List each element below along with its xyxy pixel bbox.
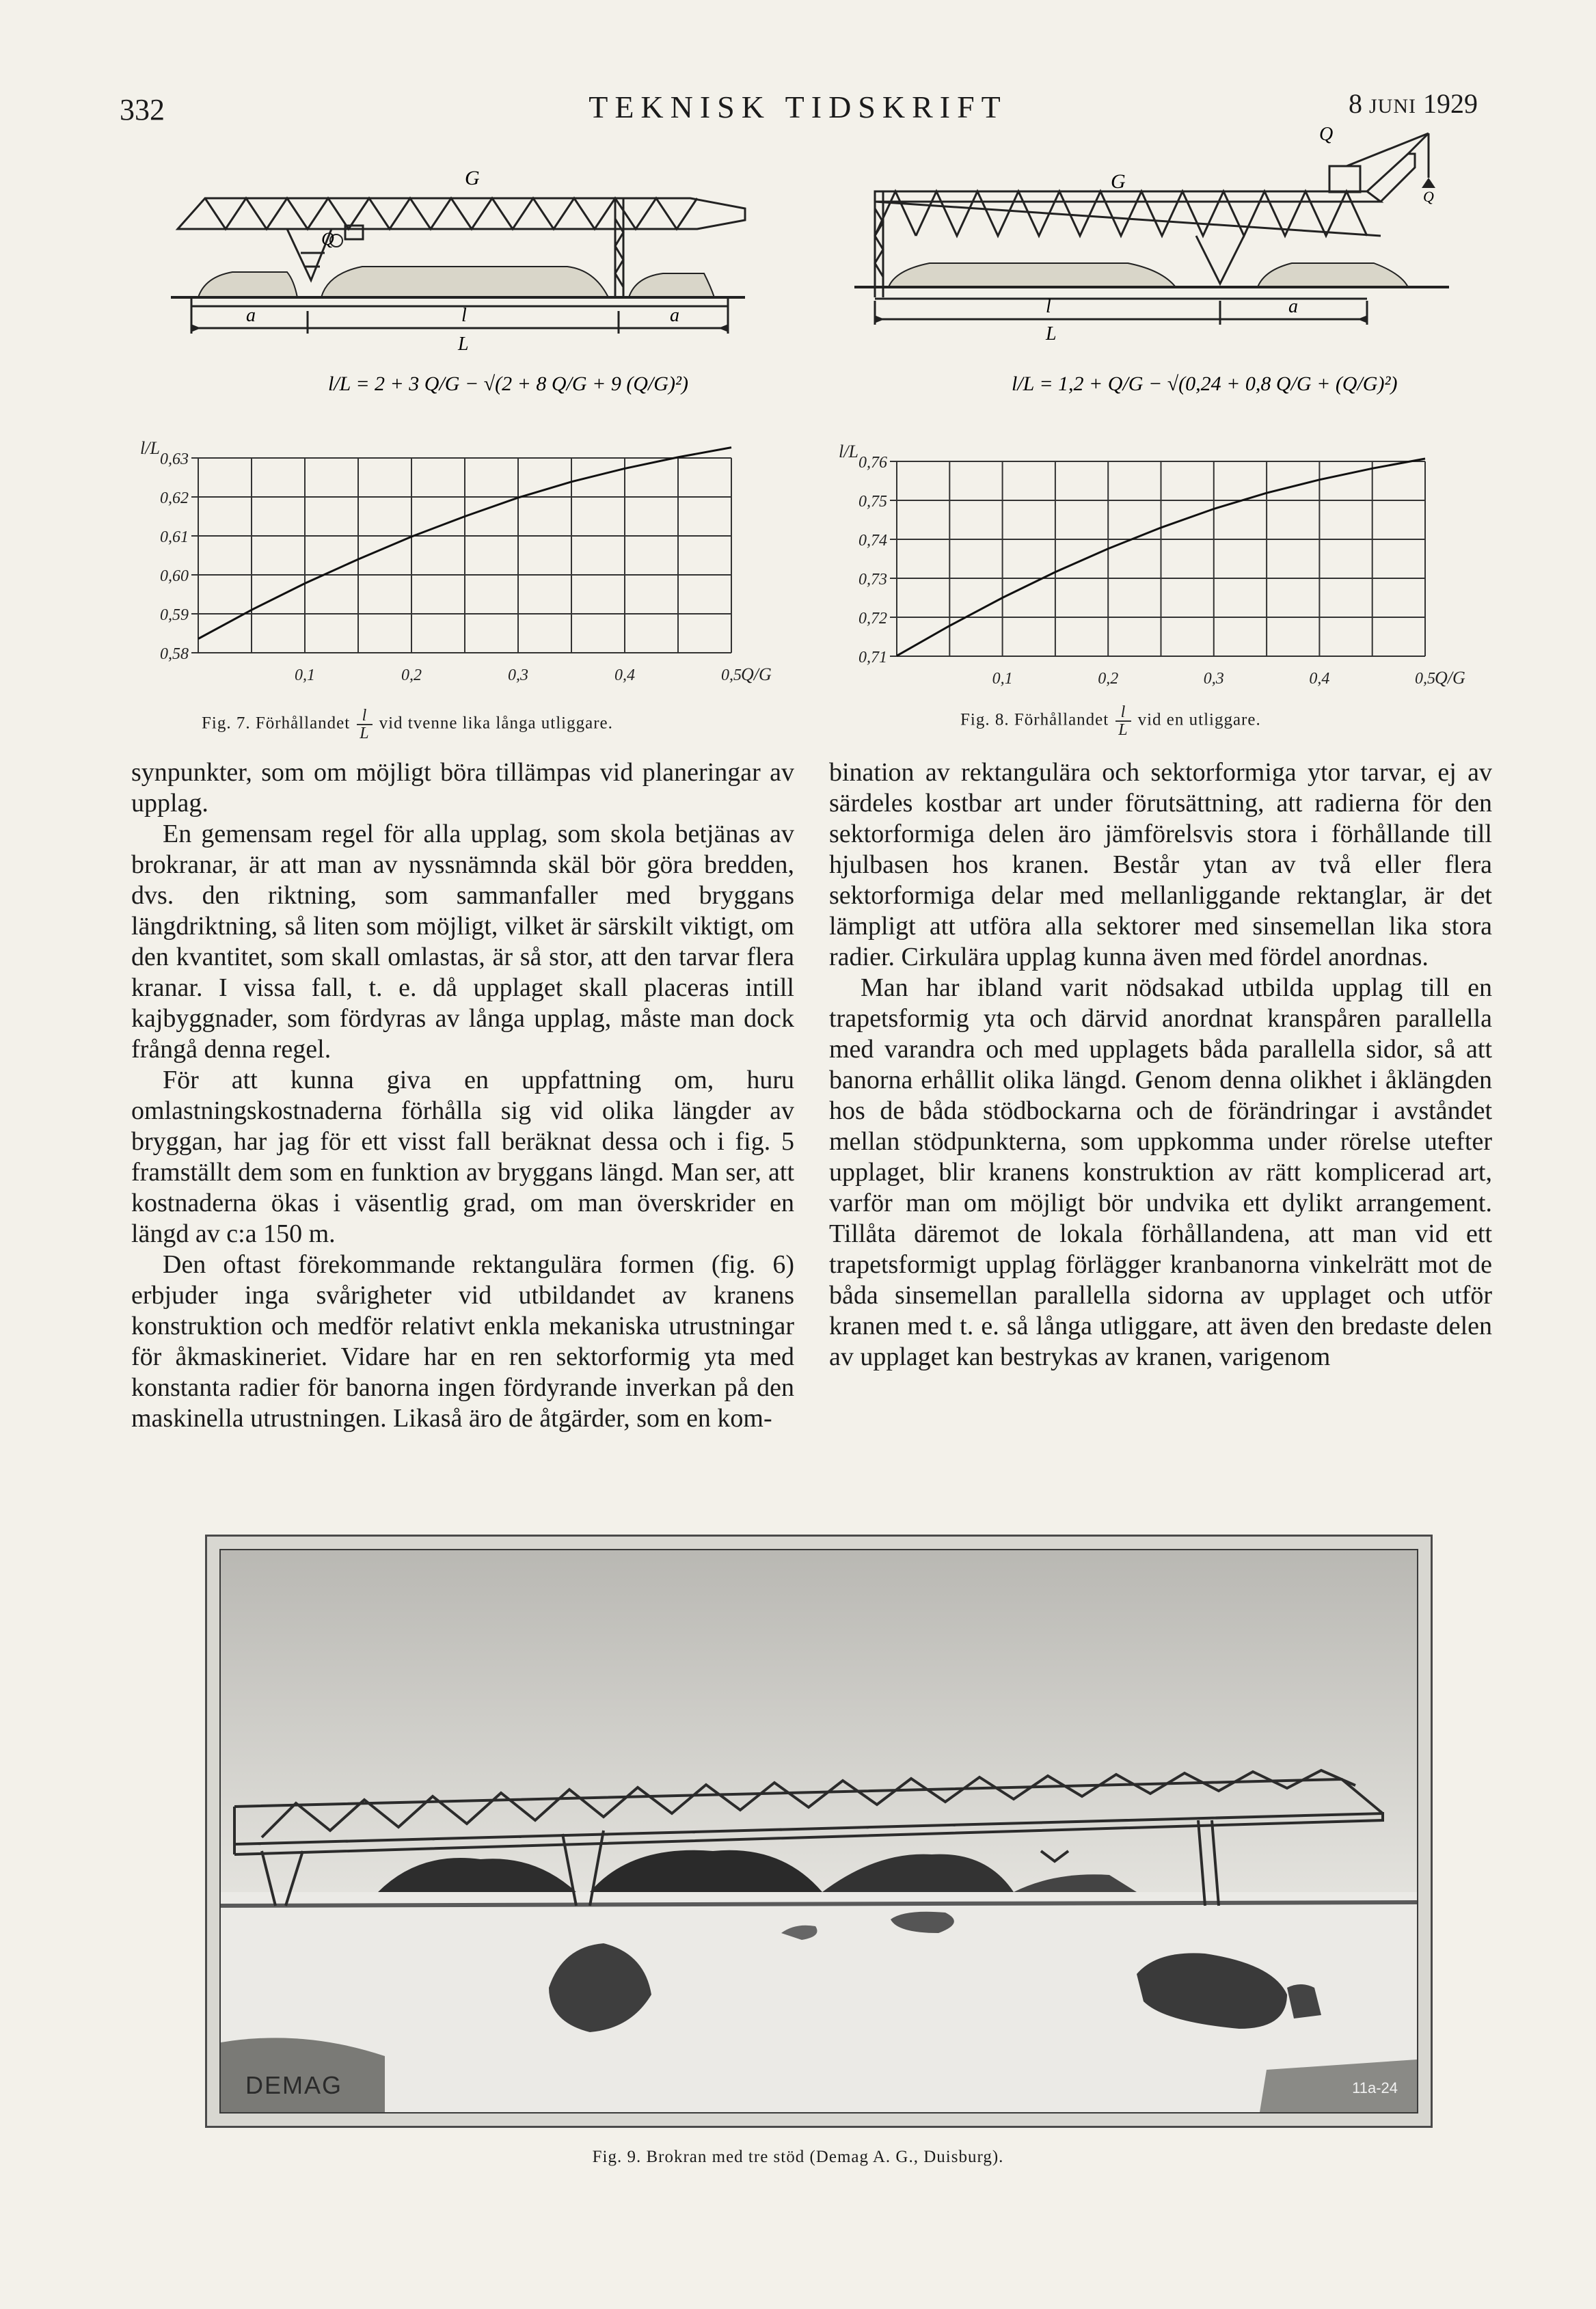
fig9-demag-mark: DEMAG	[245, 2071, 343, 2099]
issue-month: JUNI	[1369, 95, 1416, 118]
y-tick-label: 0,59	[160, 606, 189, 624]
fig7-label-a-left: a	[246, 305, 256, 326]
fig8-label-capital-l: L	[1046, 323, 1057, 345]
y-tick-label: 0,72	[858, 610, 887, 627]
fig8-caption-prefix: Fig. 8. Förhållandet	[960, 710, 1109, 729]
fig8-caption	[960, 704, 1261, 738]
fig7-label-a-right: a	[670, 305, 679, 326]
journal-title: TEKNISK TIDSKRIFT	[589, 90, 1007, 124]
y-tick-label: 0,60	[160, 567, 189, 585]
x-axis-label: Q/G	[1435, 668, 1465, 688]
fig8-caption-suffix: vid en utliggare.	[1137, 710, 1261, 729]
fig8-caption-num: l	[1120, 703, 1126, 721]
fig9-photo	[205, 1535, 1433, 2128]
fig7-label-l: l	[461, 305, 467, 326]
fig8-formula-text: l/L = 1,2 + Q/G − √(0,24 + 0,8 Q/G + (Q/G)²)	[1012, 373, 1398, 395]
fig8-label-q-top: Q	[1319, 124, 1334, 145]
y-axis-label: l/L	[140, 438, 160, 458]
fig7-formula-text: l/L = 2 + 3 Q/G − √(2 + 8 Q/G + 9 (Q/G)²)	[328, 373, 688, 395]
x-tick-label: 0,2	[1098, 670, 1119, 688]
fig8-label-l: l	[1046, 296, 1051, 317]
fig8-caption-fraction	[1115, 704, 1131, 738]
y-tick-label: 0,75	[858, 493, 887, 511]
paragraph: Den oftast förekommande rektangulära formen (fig. 6) erbjuder inga svårigheter vid utbildandet av kranens konstruktion och medför relativt enkla mekaniska utrustningar för åkmaskineriet. Vidare har en ren sektorformig yta med konstanta radier för banorna ingen fördyrande inverkan på den maskinella utrustningen. Likaså äro de åtgärder, som en kom-	[131, 1250, 794, 1433]
paragraph: Man har ibland varit nödsakad utbilda upplag till en trapetsformig yta och därvid anordnat kranspåren parallella med varandra och med upplagets båda parallella sidor, så att banorna erhållit olika längd. Genom denna olikhet i åklängden hos de båda stödbockarna och de förändringar i avståndet mellan stödpunkterna, som uppkomma under rörelse utefter upplaget, blir kranens konstruktion av rätt komplicerad art, varför man om möjligt bör undvika ett dylikt arrangement. Tillåta däremot de lokala förhållandena, att man vid ett trapetsformigt upplag förlägger kranbanorna vinkelrätt mot de båda sinsemellan parallella sidorna av upplaget och utför kranen med t. e. så långa utliggare, att även den bredaste delen av upplaget kan bestrykas av kranen, varigenom	[829, 973, 1492, 1371]
fig7-formula	[328, 366, 688, 400]
x-tick-label: 0,4	[614, 666, 635, 684]
issue-year: 1929	[1423, 88, 1478, 119]
y-tick-label: 0,61	[160, 528, 189, 546]
fig9-caption: Fig. 9. Brokran med tre stöd (Demag A. G., Duisburg).	[592, 2148, 1004, 2166]
x-tick-label: 0,2	[401, 666, 422, 684]
fig7-caption-fraction	[357, 707, 372, 742]
y-tick-label: 0,73	[858, 571, 887, 589]
x-axis-label: Q/G	[741, 664, 772, 684]
paragraph: En gemensam regel för alla upplag, som skola betjänas av brokranar, är att man av nyssnämnda skäl bör göra bredden, dvs. den riktning, som sammanfaller med bryggans längdriktning, så liten som möjligt, vilket är särskilt viktigt, om den kvantitet, som skall omlastas, är så stor, att den tarvar flera kranar. I vissa fall, t. e. då upplaget skall placeras intill kajbyggnader, som fördyras av långa upplag, måste man dock frångå denna regel.	[131, 820, 794, 1064]
fig9-photo-number: 11a-24	[1352, 2079, 1398, 2096]
page-number: 332	[120, 93, 165, 126]
y-tick-label: 0,71	[858, 649, 887, 666]
paragraph: synpunkter, som om möjligt böra tillämpas vid planeringar av upplag.	[131, 758, 794, 818]
fig9-photo-image	[219, 1549, 1418, 2114]
x-tick-label: 0,3	[508, 666, 528, 684]
fig8-chart	[820, 437, 1476, 690]
y-tick-label: 0,62	[160, 489, 189, 507]
y-tick-label: 0,76	[858, 454, 887, 472]
x-tick-label: 0,5	[721, 666, 742, 684]
body-column-left	[131, 757, 794, 1434]
paragraph: bination av rektangulära och sektorformiga ytor tarvar, ej av särdeles kostbar art under förutsättning, att radierna för den sektorformiga delen äro jämförelsvis stora i förhållande till hjulbasen hos kranen. Består ytan av två eller flera sektorformiga delar med mellanliggande rektanglar, är det lämpligt att utföra alla sektorer med sinsemellan lika stora radier. Cirkulära upplag kunna även med fördel anordnas.	[829, 758, 1492, 971]
x-tick-label: 0,1	[992, 670, 1013, 688]
fig7-label-g: G	[465, 167, 480, 189]
fig8-formula	[1012, 366, 1398, 400]
x-tick-label: 0,4	[1309, 670, 1330, 688]
y-axis-label: l/L	[839, 442, 858, 461]
x-tick-label: 0,3	[1203, 670, 1224, 688]
issue-day: 8	[1349, 88, 1362, 119]
x-tick-label: 0,5	[1415, 670, 1435, 688]
fig7-caption-prefix: Fig. 7. Förhållandet	[202, 714, 351, 733]
fig8-label-q-hook: Q	[1423, 188, 1434, 205]
y-tick-label: 0,63	[160, 450, 189, 468]
fig7-crane-diagram	[157, 157, 759, 355]
fig8-label-g: G	[1111, 170, 1126, 193]
fig7-label-capital-l: L	[458, 334, 469, 355]
fig8-label-a: a	[1288, 296, 1298, 317]
x-tick-label: 0,1	[295, 666, 315, 684]
fig7-caption-suffix: vid tvenne lika långa utliggare.	[379, 714, 613, 733]
fig7-caption-num: l	[362, 707, 368, 725]
fig7-label-q: Q	[321, 229, 334, 249]
fig7-chart	[130, 437, 779, 690]
fig8-crane-diagram	[841, 120, 1463, 345]
fig8-caption-den: L	[1115, 720, 1131, 738]
issue-date	[1349, 87, 1478, 120]
paragraph: För att kunna giva en uppfattning om, huru omlastningskostnaderna förhålla sig vid olika längder av bryggan, har jag för ett visst fall beräknat dessa och i fig. 5 framställt dem som en funktion av bryggans längd. Man ser, att kostnaderna ökas i väsentlig grad, om man överskrider en längd av c:a 150 m.	[131, 1066, 794, 1248]
body-column-right	[829, 757, 1492, 1373]
y-tick-label: 0,74	[858, 532, 887, 550]
y-tick-label: 0,58	[160, 645, 189, 663]
fig7-caption	[202, 707, 613, 742]
fig7-caption-den: L	[357, 724, 372, 742]
